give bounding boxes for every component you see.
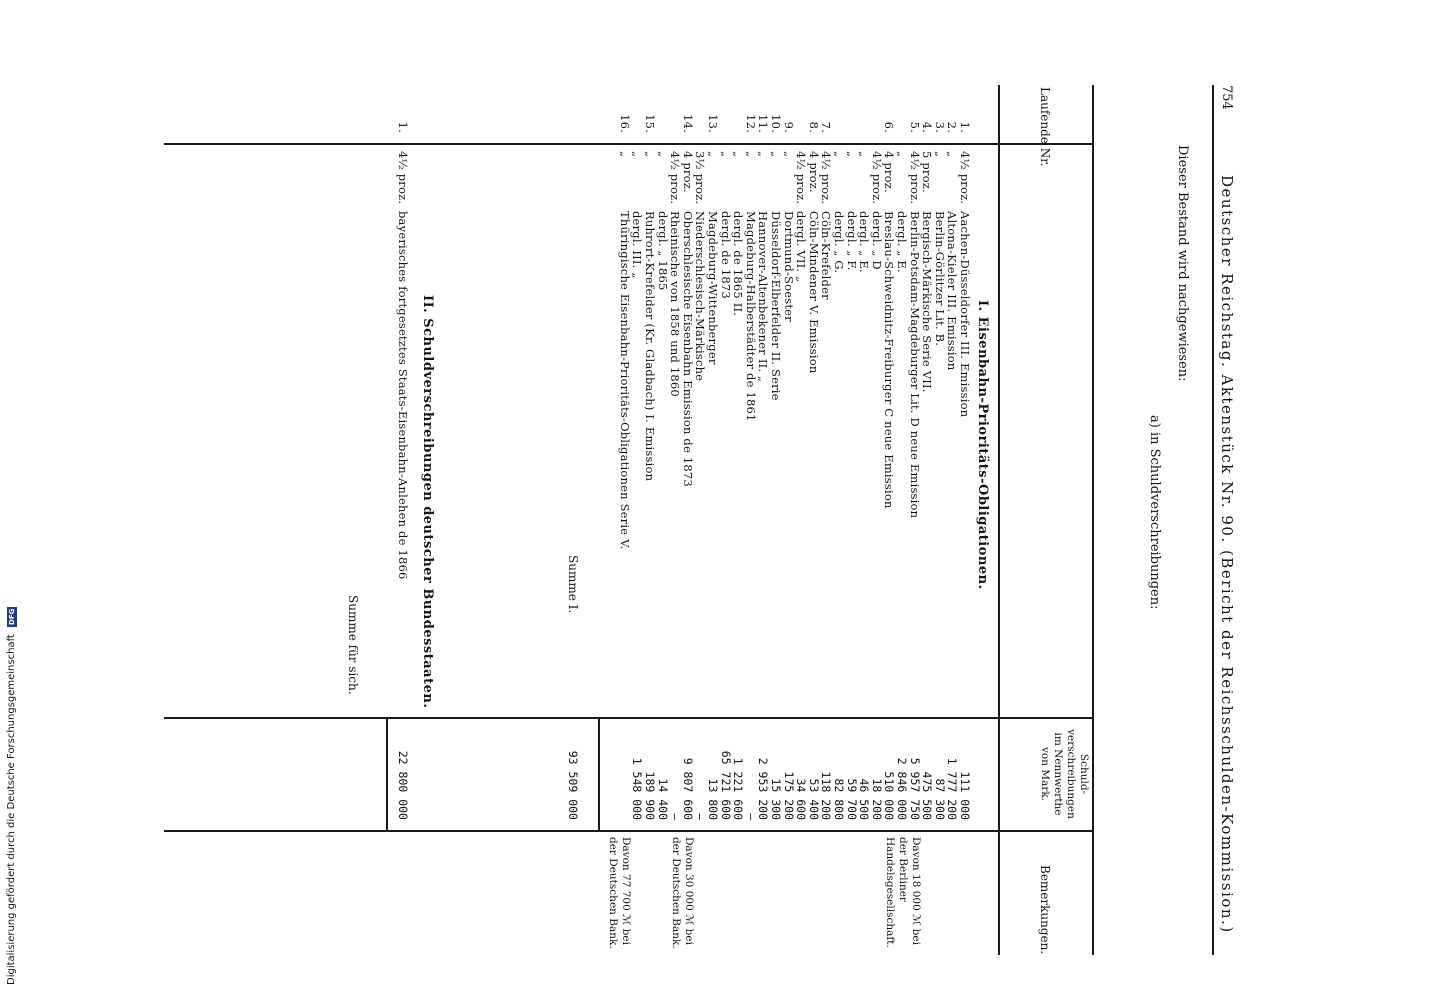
funding-text: Digitalisierung gefördert durch die Deutsche Forschungsgemeinschaft: [6, 634, 17, 985]
row-number: 1.: [396, 121, 410, 133]
column-divider-2: [164, 717, 1094, 719]
row-rate: 4 proz.: [806, 151, 821, 193]
row-number: 6.: [882, 121, 897, 133]
row-amount: —: [743, 813, 758, 820]
row-amount: 9 807 600: [680, 757, 695, 820]
row-number: 12.: [743, 114, 758, 133]
row-amount: 82 800: [832, 778, 846, 820]
row-amount: 59 700: [844, 778, 859, 820]
row-number: 10.: [769, 114, 783, 133]
section-1-title: I. Eisenbahn-Prioritäts-Obligationen.: [975, 300, 990, 590]
row-rate: 4½ proz.: [396, 151, 410, 205]
row-number: 5.: [907, 121, 922, 133]
row-rate: „: [895, 151, 909, 158]
row-rate: 4½ proz.: [819, 151, 834, 205]
row-description: Niederschlesisch-Märkische: [693, 211, 708, 382]
row-rate: „: [945, 151, 960, 158]
row-number: 11.: [756, 114, 771, 133]
row-amount: 475 500: [920, 771, 935, 820]
row-description: dergl. „ D: [869, 211, 884, 270]
row-description: Thüringische Eisenbahn-Prioritäts-Obligationen Serie V.: [617, 211, 632, 550]
row-rate: 4½ proz.: [958, 151, 972, 205]
row-remark: Davon 30 000 ℳ bei der Deutschen Bank.: [669, 837, 695, 949]
row-number: 15.: [643, 114, 657, 133]
row-description: Rheinische von 1858 und 1860: [668, 211, 683, 397]
row-number: 13.: [706, 114, 720, 133]
row-description: dergl. „ E.: [857, 211, 872, 273]
row-number: 9.: [781, 121, 796, 133]
row-description: Cöln-Krefelder: [819, 211, 834, 300]
row-description: Berlin-Potsdam-Magdeburger Lit. D neue Emission: [907, 211, 922, 519]
row-amount: 510 000: [882, 771, 897, 820]
row-description: Magdeburg-Halberstädter de 1861: [743, 211, 758, 422]
row-amount: 2 846 000: [895, 757, 909, 820]
row-description: bayerisches fortgesetztes Staats-Eisenbahn-Anlehen de 1866: [396, 211, 410, 580]
row-number: 16.: [617, 114, 632, 133]
row-rate: „: [655, 151, 670, 158]
row-rate: 4½ proz.: [869, 151, 884, 205]
row-amount: 189 900: [643, 771, 657, 820]
row-rate: 4 proz.: [882, 151, 897, 193]
row-description: dergl. „ G.: [832, 211, 846, 274]
row-amount: —: [693, 813, 708, 820]
page-number: 754: [1219, 85, 1234, 110]
row-amount: 53 400: [806, 778, 821, 820]
row-description: Bergisch-Märkische Serie VII.: [920, 211, 935, 393]
row-number: 14.: [680, 114, 695, 133]
row-remark: Davon 18 000 ℳ bei der Berliner Handelsgesellschaft.: [883, 837, 922, 948]
row-description: dergl. III. „: [630, 211, 645, 279]
row-rate: „: [617, 151, 632, 158]
row-rate: „: [756, 151, 771, 158]
row-rate: „: [731, 151, 746, 158]
row-amount: 1 777 200: [945, 757, 960, 820]
row-description: dergl. „ F.: [844, 211, 859, 271]
row-amount: 34 600: [794, 778, 809, 820]
row-amount: 118 200: [819, 771, 834, 820]
dfg-logo: DFG: [8, 608, 16, 625]
header-rule: [1212, 85, 1214, 955]
row-amount: 13 800: [706, 778, 720, 820]
funding-sidebar: [6, 607, 17, 985]
row-rate: „: [630, 151, 645, 158]
row-remark: Davon 77 700 ℳ bei der Deutschen Bank.: [606, 837, 632, 949]
header-bottom-rule: [999, 85, 1001, 955]
row-description: Altona-Kieler III. Emission: [945, 211, 960, 371]
row-amount: —: [668, 813, 683, 820]
row-amount: 46 500: [857, 778, 872, 820]
row-number: 2.: [945, 121, 960, 133]
sum-1-rule: [599, 717, 601, 830]
row-rate: „: [832, 151, 846, 158]
row-description: Düsseldorf-Elberfelder II. Serie: [769, 211, 783, 401]
column-header-amount: Schuld-verschreibungen im Nennwerthe von Mark.: [1039, 729, 1090, 819]
row-amount: 5 957 750: [907, 757, 922, 820]
row-amount: 15 300: [769, 778, 783, 820]
row-rate: „: [743, 151, 758, 158]
table-top-rule: [1093, 85, 1095, 955]
section-2-title: II. Schuldverschreibungen deutscher Bundesstaaten.: [420, 295, 435, 709]
row-rate: „: [857, 151, 872, 158]
column-header-remarks: Bemerkungen.: [1038, 865, 1052, 955]
row-rate: „: [844, 151, 859, 158]
row-amount: 18 200: [869, 778, 884, 820]
row-description: dergl. de 1865 II.: [731, 211, 746, 317]
row-rate: 3½ proz.: [693, 151, 708, 205]
row-amount: 175 200: [781, 771, 796, 820]
row-rate: 4 proz.: [680, 151, 695, 193]
column-divider-3: [164, 830, 1094, 832]
row-description: Ruhrort-Krefelder (Kr. Gladbach) I. Emission: [643, 211, 657, 482]
row-description: Oberschlesische Eisenbahn Emission de 1873: [680, 211, 695, 487]
row-amount: 111 000: [958, 771, 972, 820]
sum-1-value: 93 509 000: [566, 750, 580, 820]
row-amount: 14 400: [655, 778, 670, 820]
row-number: 3.: [932, 121, 947, 133]
subheading: a) in Schuldverschreibungen:: [1147, 415, 1162, 610]
row-amount: 1 548 000: [630, 757, 645, 820]
row-number: 8.: [806, 121, 821, 133]
row-amount: 2 953 200: [756, 757, 771, 820]
row-rate: „: [718, 151, 733, 158]
row-number: 1.: [958, 121, 972, 133]
row-amount: 65 721 600: [718, 750, 733, 820]
row-amount: 87 300: [932, 778, 947, 820]
row-description: Cöln-Mindener V. Emission: [806, 211, 821, 374]
row-rate: „: [781, 151, 796, 158]
row-rate: „: [932, 151, 947, 158]
column-divider-1: [164, 143, 1094, 145]
sum-2-rule: [387, 717, 389, 830]
row-description: dergl. „ E.: [895, 211, 909, 273]
sum-1-label: Summe I.: [566, 555, 580, 614]
row-description: dergl. VII. „: [794, 211, 809, 283]
row-rate: 4½ proz.: [668, 151, 683, 205]
page-title: Deutscher Reichstag. Aktenstück Nr. 90. (Bericht der Reichsschulden-Kommission.): [1218, 175, 1236, 934]
row-number: 7.: [819, 121, 834, 133]
row-rate: „: [769, 151, 783, 158]
row-description: Hannover-Altenbekener II. „: [756, 211, 771, 383]
column-header-number: Laufende Nr.: [1038, 87, 1052, 167]
row-rate: „: [706, 151, 720, 158]
row-description: Magdeburg-Wittenberger: [706, 211, 720, 365]
row-rate: „: [643, 151, 657, 158]
row-description: Dortmund-Soester: [781, 211, 796, 322]
row-amount: 22 800 000: [396, 750, 410, 820]
document-page: [150, 85, 1240, 975]
row-rate: 4½ proz.: [794, 151, 809, 205]
row-number: 4.: [920, 121, 935, 133]
row-rate: 4½ proz.: [907, 151, 922, 205]
row-description: Breslau-Schweidnitz-Freiburger C neue Emission: [882, 211, 897, 509]
sum-2-label: Summe für sich.: [346, 595, 360, 695]
row-amount: 1 221 600: [731, 757, 746, 820]
row-rate: 5 proz.: [920, 151, 935, 193]
row-description: Berlin-Görlitzer Lit. B.: [932, 211, 947, 347]
row-description: Aachen-Düsseldorfer III. Emission: [958, 211, 972, 418]
intro-text: Dieser Bestand wird nachgewiesen:: [1175, 145, 1190, 382]
row-description: dergl. „ 1865: [655, 211, 670, 291]
row-description: dergl. de 1873: [718, 211, 733, 299]
